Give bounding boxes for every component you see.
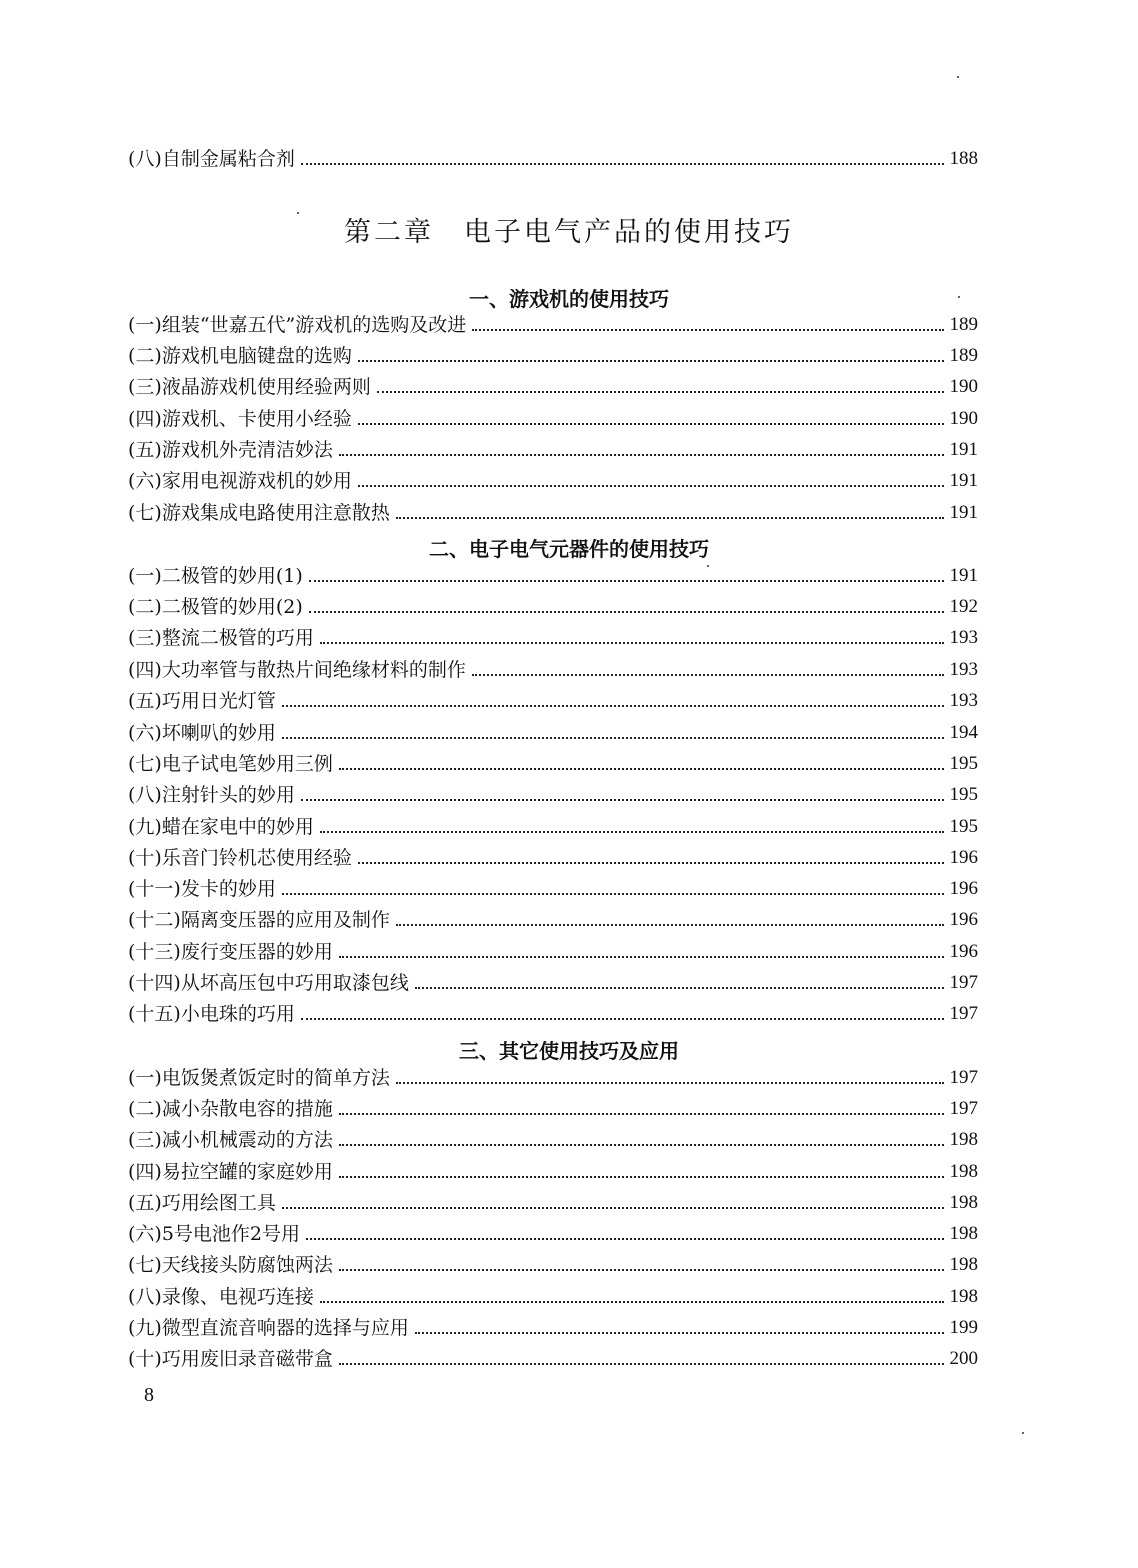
toc-entry-title: (七)天线接头防腐蚀两法 — [128, 1254, 333, 1276]
toc-entry-title: (五)游戏机外壳清洁妙法 — [128, 439, 333, 461]
toc-entry — [128, 938, 978, 966]
toc-entry-title: (五)巧用日光灯管 — [128, 690, 276, 712]
dot-leader — [472, 673, 944, 676]
toc-entry-page: 194 — [949, 722, 978, 743]
scan-speck — [957, 76, 959, 78]
dot-leader — [358, 861, 944, 864]
toc-entry — [128, 373, 978, 401]
dot-leader — [309, 579, 944, 582]
toc-entry-page: 191 — [949, 502, 978, 523]
chapter-title: 第二章 电子电气产品的使用技巧 — [344, 217, 794, 248]
toc-entry-page: 195 — [949, 753, 978, 774]
toc-entry-page: 196 — [949, 878, 978, 899]
toc-entry — [128, 1220, 978, 1248]
toc-entry-page: 192 — [949, 596, 978, 617]
toc-entry — [128, 875, 978, 903]
toc-entry-title: (十二)隔离变压器的应用及制作 — [128, 909, 390, 931]
toc-entry — [128, 813, 978, 841]
toc-entry-page: 195 — [949, 784, 978, 805]
toc-entry-title: (十三)废行变压器的妙用 — [128, 941, 333, 963]
dot-leader — [396, 516, 944, 519]
toc-entry-page: 189 — [949, 345, 978, 366]
dot-leader — [282, 892, 944, 895]
dot-leader — [282, 704, 944, 707]
toc-entry — [128, 750, 978, 778]
toc-entry — [128, 562, 978, 590]
toc-entry — [128, 656, 978, 684]
toc-entry — [128, 1345, 978, 1373]
dot-leader — [339, 767, 944, 770]
dot-leader — [339, 1362, 944, 1365]
dot-leader — [309, 610, 944, 613]
toc-entry-page: 190 — [949, 376, 978, 397]
section-title: 一、游戏机的使用技巧 — [469, 287, 669, 311]
dot-leader — [306, 1237, 943, 1240]
toc-entry — [128, 687, 978, 715]
toc-entry-title: (四)大功率管与散热片间绝缘材料的制作 — [128, 659, 466, 681]
toc-entry-title: (四)游戏机、卡使用小经验 — [128, 408, 352, 430]
dot-leader — [377, 390, 944, 393]
toc-entry-title: (一)组装“世嘉五代”游戏机的选购及改进 — [128, 314, 467, 336]
toc-entry-page: 197 — [949, 1003, 978, 1024]
toc-entry — [128, 1126, 978, 1154]
toc-entry — [128, 436, 978, 464]
toc-entry — [128, 1095, 978, 1123]
toc-entry-page: 198 — [949, 1161, 978, 1182]
toc-entry — [128, 781, 978, 809]
toc-entry — [128, 311, 978, 339]
dot-leader — [396, 1081, 944, 1084]
page-number: 8 — [144, 1384, 154, 1406]
scan-speck — [297, 212, 299, 214]
toc-entry-page: 198 — [949, 1129, 978, 1150]
scan-speck — [1022, 1432, 1024, 1434]
dot-leader — [339, 1143, 944, 1146]
toc-entry-title: (二)游戏机电脑键盘的选购 — [128, 345, 352, 367]
toc-entry — [128, 969, 978, 997]
dot-leader — [301, 798, 944, 801]
toc-entry-title: (六)5号电池作2号用 — [128, 1223, 301, 1245]
toc-entry-title: (十)乐音门铃机芯使用经验 — [128, 847, 352, 869]
toc-entry-title: (二)减小杂散电容的措施 — [128, 1098, 333, 1120]
toc-entry — [128, 1064, 978, 1092]
toc-entry-page: 190 — [949, 408, 978, 429]
dot-leader — [301, 162, 944, 165]
dot-leader — [396, 923, 944, 926]
toc-entry-title: (一)电饭煲煮饭定时的简单方法 — [128, 1067, 390, 1089]
toc-entry-page: 196 — [949, 909, 978, 930]
toc-entry-title: (十四)从坏高压包中巧用取漆包线 — [128, 972, 409, 994]
dot-leader — [282, 736, 944, 739]
dot-leader — [320, 641, 944, 644]
dot-leader — [358, 484, 944, 487]
dot-leader — [339, 955, 944, 958]
toc-entry-title: (三)减小机械震动的方法 — [128, 1129, 333, 1151]
toc-entry-page: 189 — [949, 314, 978, 335]
toc-entry-page: 197 — [949, 1067, 978, 1088]
dot-leader — [339, 1175, 944, 1178]
toc-entry-title: (十五)小电珠的巧用 — [128, 1003, 295, 1025]
toc-entry — [128, 624, 978, 652]
toc-entry-title: (九)蜡在家电中的妙用 — [128, 816, 314, 838]
toc-entry-page: 198 — [949, 1223, 978, 1244]
toc-entry-title: (三)整流二极管的巧用 — [128, 627, 314, 649]
toc-entry — [128, 1283, 978, 1311]
toc-entry-page: 196 — [949, 847, 978, 868]
toc-entry-page: 191 — [949, 470, 978, 491]
toc-entry-page: 191 — [949, 565, 978, 586]
toc-entry-page: 198 — [949, 1192, 978, 1213]
toc-entry — [128, 1189, 978, 1217]
scan-speck — [958, 296, 960, 298]
toc-entry-title: (十)巧用废旧录音磁带盒 — [128, 1348, 333, 1370]
dot-leader — [415, 986, 944, 989]
toc-entry-page: 193 — [949, 627, 978, 648]
toc-entry-title: (一)二极管的妙用(1) — [128, 565, 303, 587]
toc-entry-page: 193 — [949, 690, 978, 711]
section-title: 二、电子电气元器件的使用技巧 — [429, 537, 709, 561]
toc-entry-page: 200 — [949, 1348, 978, 1369]
section-title: 三、其它使用技巧及应用 — [459, 1039, 679, 1063]
scan-speck — [707, 565, 709, 567]
toc-entry-title: (九)微型直流音响器的选择与应用 — [128, 1317, 409, 1339]
toc-entry-title: (八)自制金属粘合剂 — [128, 148, 295, 170]
toc-entry-title: (六)坏喇叭的妙用 — [128, 722, 276, 744]
toc-entry-page: 188 — [949, 148, 978, 169]
toc-entry — [128, 1314, 978, 1342]
toc-entry-page: 193 — [949, 659, 978, 680]
toc-entry-page: 197 — [949, 972, 978, 993]
dot-leader — [339, 453, 944, 456]
toc-entry-title: (三)液晶游戏机使用经验两则 — [128, 376, 371, 398]
toc-entry — [128, 499, 978, 527]
toc-entry-title: (七)电子试电笔妙用三例 — [128, 753, 333, 775]
toc-entry — [128, 1158, 978, 1186]
toc-entry-title: (五)巧用绘图工具 — [128, 1192, 276, 1214]
dot-leader — [320, 1300, 944, 1303]
dot-leader — [472, 328, 943, 331]
toc-entry — [128, 1251, 978, 1279]
toc-entry-title: (四)易拉空罐的家庭妙用 — [128, 1161, 333, 1183]
dot-leader — [282, 1206, 944, 1209]
toc-entry — [128, 593, 978, 621]
dot-leader — [339, 1112, 944, 1115]
toc-entry-title: (八)注射针头的妙用 — [128, 784, 295, 806]
toc-entry-page: 191 — [949, 439, 978, 460]
toc-entry-title: (六)家用电视游戏机的妙用 — [128, 470, 352, 492]
toc-entry — [128, 342, 978, 370]
toc-entry-page: 199 — [949, 1317, 978, 1338]
toc-entry-page: 197 — [949, 1098, 978, 1119]
dot-leader — [415, 1331, 944, 1334]
toc-entry — [128, 719, 978, 747]
toc-entry — [128, 467, 978, 495]
toc-entry-page: 196 — [949, 941, 978, 962]
dot-leader — [301, 1017, 944, 1020]
toc-entry-title: (七)游戏集成电路使用注意散热 — [128, 502, 390, 524]
toc-entry-title: (八)录像、电视巧连接 — [128, 1286, 314, 1308]
dot-leader — [339, 1268, 944, 1271]
toc-entry — [128, 405, 978, 433]
toc-entry-page: 198 — [949, 1286, 978, 1307]
toc-entry — [128, 145, 978, 173]
toc-entry-page: 195 — [949, 816, 978, 837]
dot-leader — [320, 830, 944, 833]
toc-entry — [128, 844, 978, 872]
dot-leader — [358, 359, 944, 362]
toc-entry-title: (十一)发卡的妙用 — [128, 878, 276, 900]
toc-entry-page: 198 — [949, 1254, 978, 1275]
toc-entry-title: (二)二极管的妙用(2) — [128, 596, 303, 618]
dot-leader — [358, 422, 944, 425]
toc-entry — [128, 906, 978, 934]
toc-entry — [128, 1000, 978, 1028]
